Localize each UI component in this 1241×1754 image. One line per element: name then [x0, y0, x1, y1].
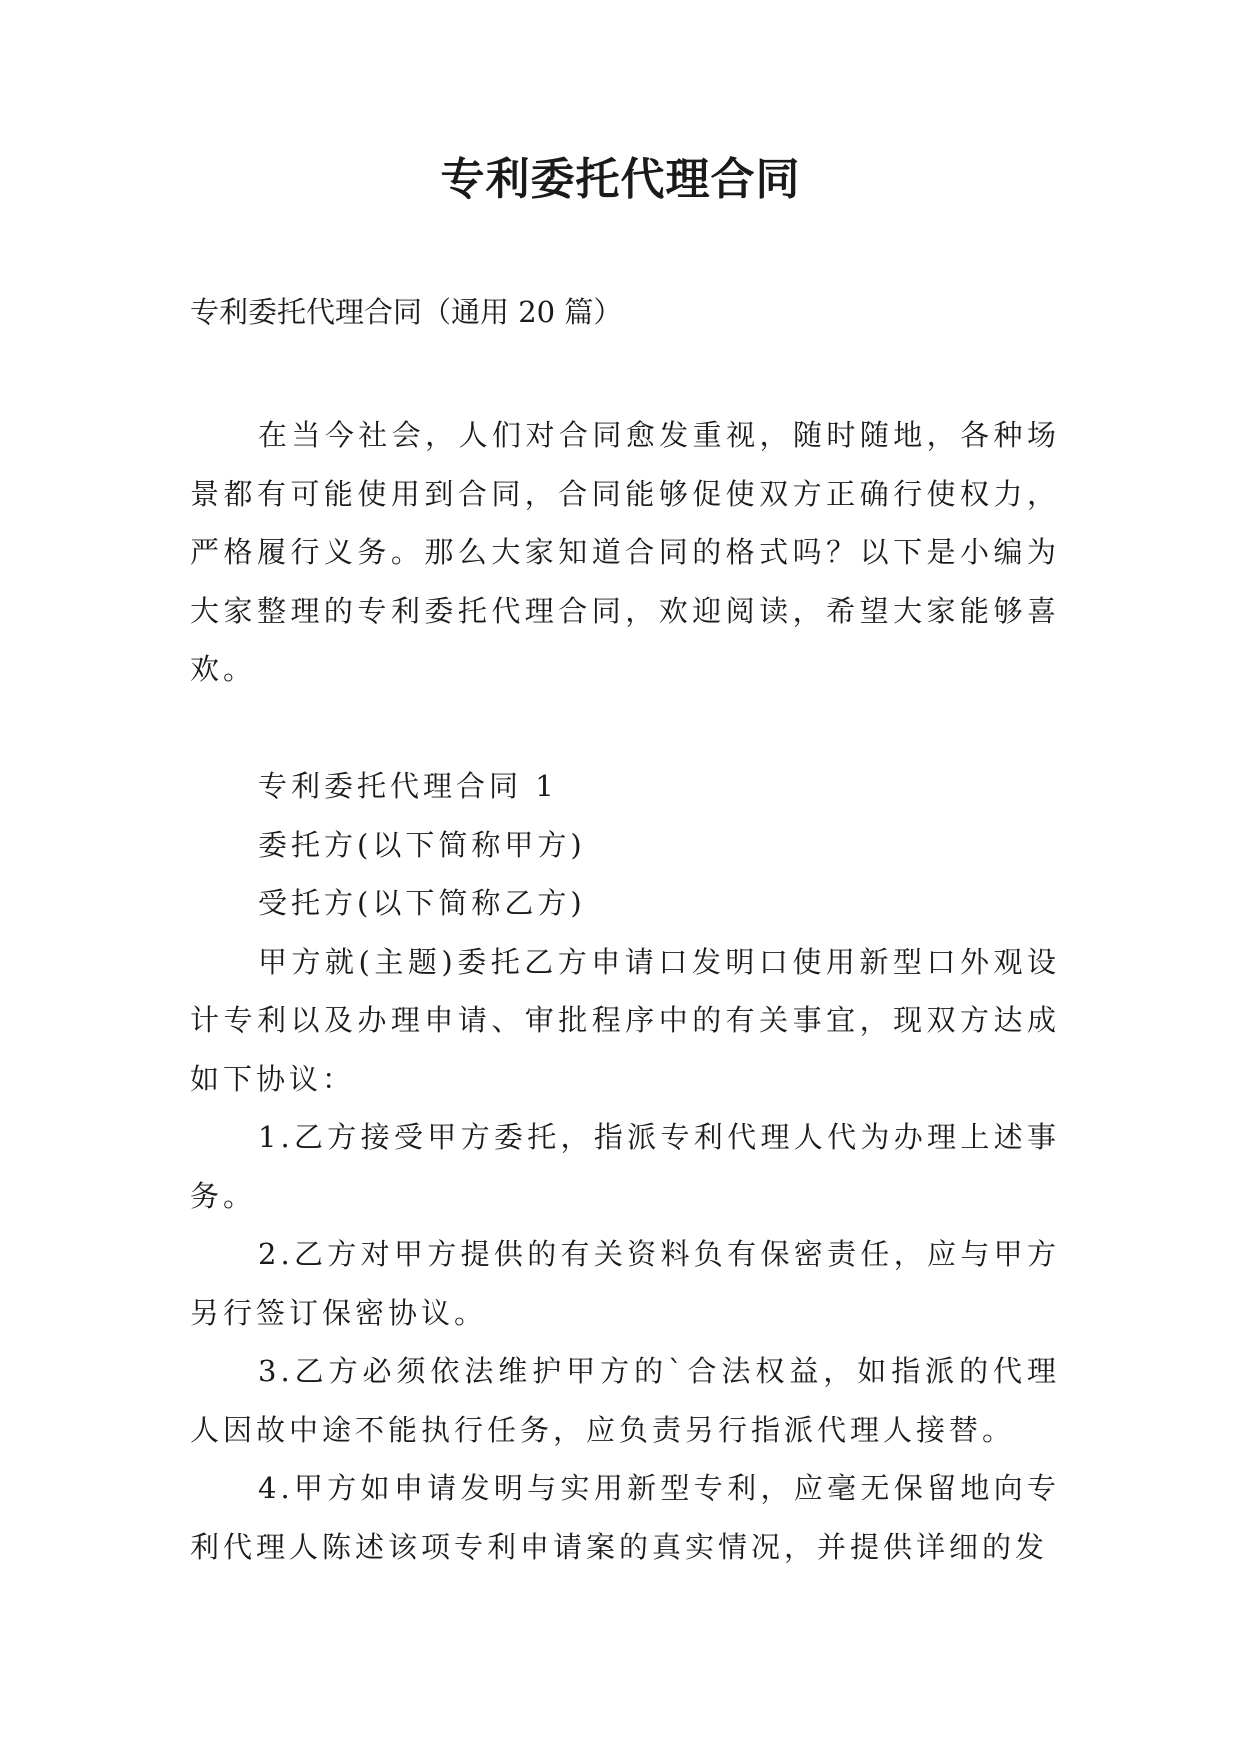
party-b-line: 受托方(以下简称乙方) [258, 886, 586, 920]
intro-paragraph: 在当今社会，人们对合同愈发重视，随时随地，各种场景都有可能使用到合同，合同能够促使双方正确行使权力，严格履行义务。那么大家知道合同的格式吗？以下是小编为大家整理的专利委托代理合同，欢迎阅读，希望大家能够喜欢。 [190, 418, 1060, 686]
contract-section [190, 757, 1060, 1576]
document-title: 专利委托代理合同 [440, 154, 801, 205]
clause-3: 3.乙方必须依法维护甲方的`合法权益，如指派的代理人因故中途不能执行任务，应负责另行指派代理人接替。 [190, 1354, 1060, 1447]
clause-2: 2.乙方对甲方提供的有关资料负有保密责任，应与甲方另行签订保密协议。 [190, 1237, 1060, 1330]
clause-1: 1.乙方接受甲方委托，指派专利代理人代为办理上述事务。 [190, 1120, 1060, 1213]
document-subtitle: 专利委托代理合同（通用 20 篇） [190, 295, 623, 329]
contract-preamble: 甲方就(主题)委托乙方申请口发明口使用新型口外观设计专利以及办理申请、审批程序中的有关事宜，现双方达成如下协议： [190, 944, 1060, 1096]
party-a-line: 委托方(以下简称甲方) [258, 827, 586, 862]
clause-4: 4.甲方如申请发明与实用新型专利，应毫无保留地向专利代理人陈述该项专利申请案的真实情况，并提供详细的发 [190, 1471, 1060, 1564]
contract-heading: 专利委托代理合同 1 [258, 769, 558, 803]
